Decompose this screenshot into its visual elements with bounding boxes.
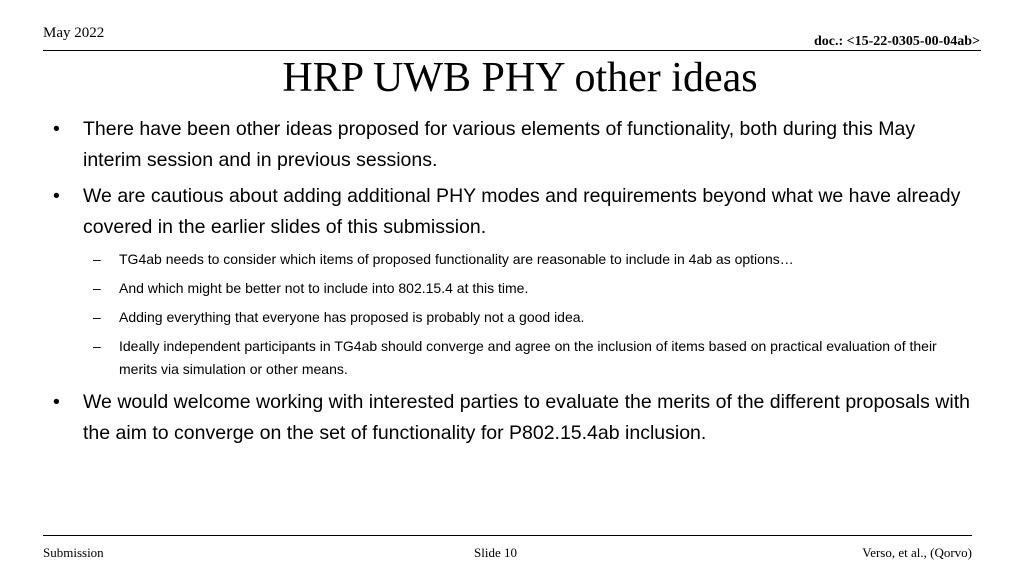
header-doc-id: doc.: <15-22-0305-00-04ab> — [813, 34, 980, 49]
footer-submission: Submission — [43, 545, 104, 560]
sub-bullet-item — [50, 248, 970, 271]
header-date: May 2022 — [43, 25, 105, 41]
slide-title: HRP UWB PHY other ideas — [282, 55, 758, 101]
header-divider — [43, 50, 981, 51]
dash-icon: – — [93, 338, 101, 354]
bullet-icon: • — [53, 391, 60, 413]
sub-bullet-item — [50, 306, 970, 329]
dash-icon: – — [93, 251, 101, 267]
sub-bullet-text: TG4ab needs to consider which items of proposed functionality are reasonable to include in 4ab as options… — [119, 251, 794, 267]
bullet-item — [50, 387, 970, 449]
footer-divider — [43, 535, 972, 536]
bullet-icon: • — [53, 118, 60, 140]
dash-icon: – — [93, 280, 101, 296]
sub-bullet-item — [50, 277, 970, 300]
footer-slide-number: Slide 10 — [474, 545, 517, 560]
bullet-text: There have been other ideas proposed for various elements of functionality, both during this May interim session and in previous sessions. — [83, 118, 916, 171]
slide-body — [50, 114, 970, 454]
sub-bullet-item — [50, 335, 970, 381]
sub-bullet-text: Ideally independent participants in TG4ab should converge and agree on the inclusion of items based on practical evaluation of their merits via simulation or other means. — [119, 338, 937, 377]
bullet-text: We would welcome working with interested parties to evaluate the merits of the different proposals with the aim to converge on the set of functionality for P802.15.4ab inclusion. — [83, 391, 970, 444]
footer-authors: Verso, et al., (Qorvo) — [862, 545, 972, 560]
bullet-text: We are cautious about adding additional PHY modes and requirements beyond what we have already covered in the earlier slides of this submission. — [83, 185, 961, 238]
sub-bullet-list — [50, 248, 970, 381]
bullet-item — [50, 114, 970, 176]
sub-bullet-text: And which might be better not to include into 802.15.4 at this time. — [119, 280, 529, 296]
bullet-item — [50, 181, 970, 243]
sub-bullet-text: Adding everything that everyone has proposed is probably not a good idea. — [119, 309, 585, 325]
dash-icon: – — [93, 309, 101, 325]
bullet-icon: • — [53, 185, 60, 207]
